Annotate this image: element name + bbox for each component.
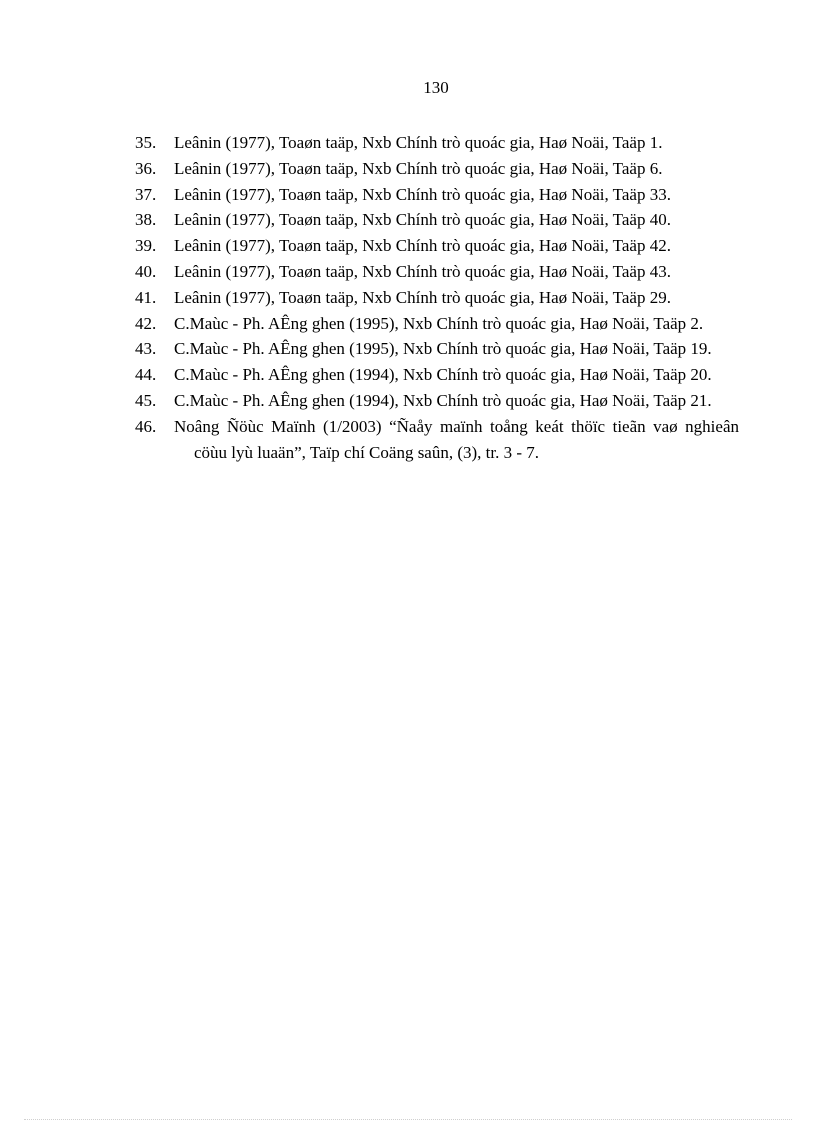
reference-item <box>135 311 739 337</box>
page-bottom-divider <box>24 1119 792 1120</box>
reference-text: C.Maùc - Ph. AÊng ghen (1995), Nxb Chính trò quoác gia, Haø Noäi, Taäp 19. <box>174 339 712 359</box>
reference-text: Leânin (1977), Toaøn taäp, Nxb Chính trò quoác gia, Haø Noäi, Taäp 1. <box>174 133 663 152</box>
reference-number: 36. <box>135 158 157 178</box>
reference-number: 38. <box>135 210 157 230</box>
reference-item <box>135 362 739 388</box>
reference-item <box>135 233 739 259</box>
reference-item <box>135 336 739 362</box>
page-number: 130 <box>423 78 449 97</box>
reference-number: 35. <box>135 133 157 152</box>
reference-item <box>135 156 739 182</box>
reference-number: 39. <box>135 236 157 256</box>
reference-text: Leânin (1977), Toaøn taäp, Nxb Chính trò quoác gia, Haø Noäi, Taäp 40. <box>174 210 671 230</box>
reference-text: Leânin (1977), Toaøn taäp, Nxb Chính trò quoác gia, Haø Noäi, Taäp 43. <box>174 261 671 281</box>
reference-text: Noâng Ñöùc Maïnh (1/2003) “Ñaåy maïnh toång keát thöïc tieãn vaø nghieân cöùu lyù luaän”, Taïp chí Coäng saûn, (3), tr. 3 - 7. <box>174 416 739 462</box>
reference-text: C.Maùc - Ph. AÊng ghen (1995), Nxb Chính trò quoác gia, Haø Noäi, Taäp 2. <box>174 313 704 333</box>
reference-item <box>135 285 739 311</box>
reference-number: 46. <box>135 416 157 436</box>
reference-text: Leânin (1977), Toaøn taäp, Nxb Chính trò quoác gia, Haø Noäi, Taäp 33. <box>174 184 671 204</box>
reference-number: 37. <box>135 184 157 204</box>
reference-text: C.Maùc - Ph. AÊng ghen (1994), Nxb Chính trò quoác gia, Haø Noäi, Taäp 21. <box>174 390 712 410</box>
reference-number: 41. <box>135 287 157 307</box>
reference-number: 40. <box>135 261 157 281</box>
reference-item <box>135 414 739 466</box>
reference-number: 44. <box>135 365 157 385</box>
reference-number: 43. <box>135 339 157 359</box>
reference-item <box>135 207 739 233</box>
reference-number: 42. <box>135 313 157 333</box>
reference-text: Leânin (1977), Toaøn taäp, Nxb Chính trò quoác gia, Haø Noäi, Taäp 29. <box>174 287 671 307</box>
reference-number: 45. <box>135 390 157 410</box>
reference-text: Leânin (1977), Toaøn taäp, Nxb Chính trò quoác gia, Haø Noäi, Taäp 6. <box>174 158 663 178</box>
reference-list <box>135 130 739 465</box>
reference-item <box>135 259 739 285</box>
reference-text: C.Maùc - Ph. AÊng ghen (1994), Nxb Chính trò quoác gia, Haø Noäi, Taäp 20. <box>174 365 712 385</box>
reference-text: Leânin (1977), Toaøn taäp, Nxb Chính trò quoác gia, Haø Noäi, Taäp 42. <box>174 236 671 256</box>
reference-item <box>135 182 739 208</box>
reference-item <box>135 130 739 156</box>
reference-item <box>135 388 739 414</box>
